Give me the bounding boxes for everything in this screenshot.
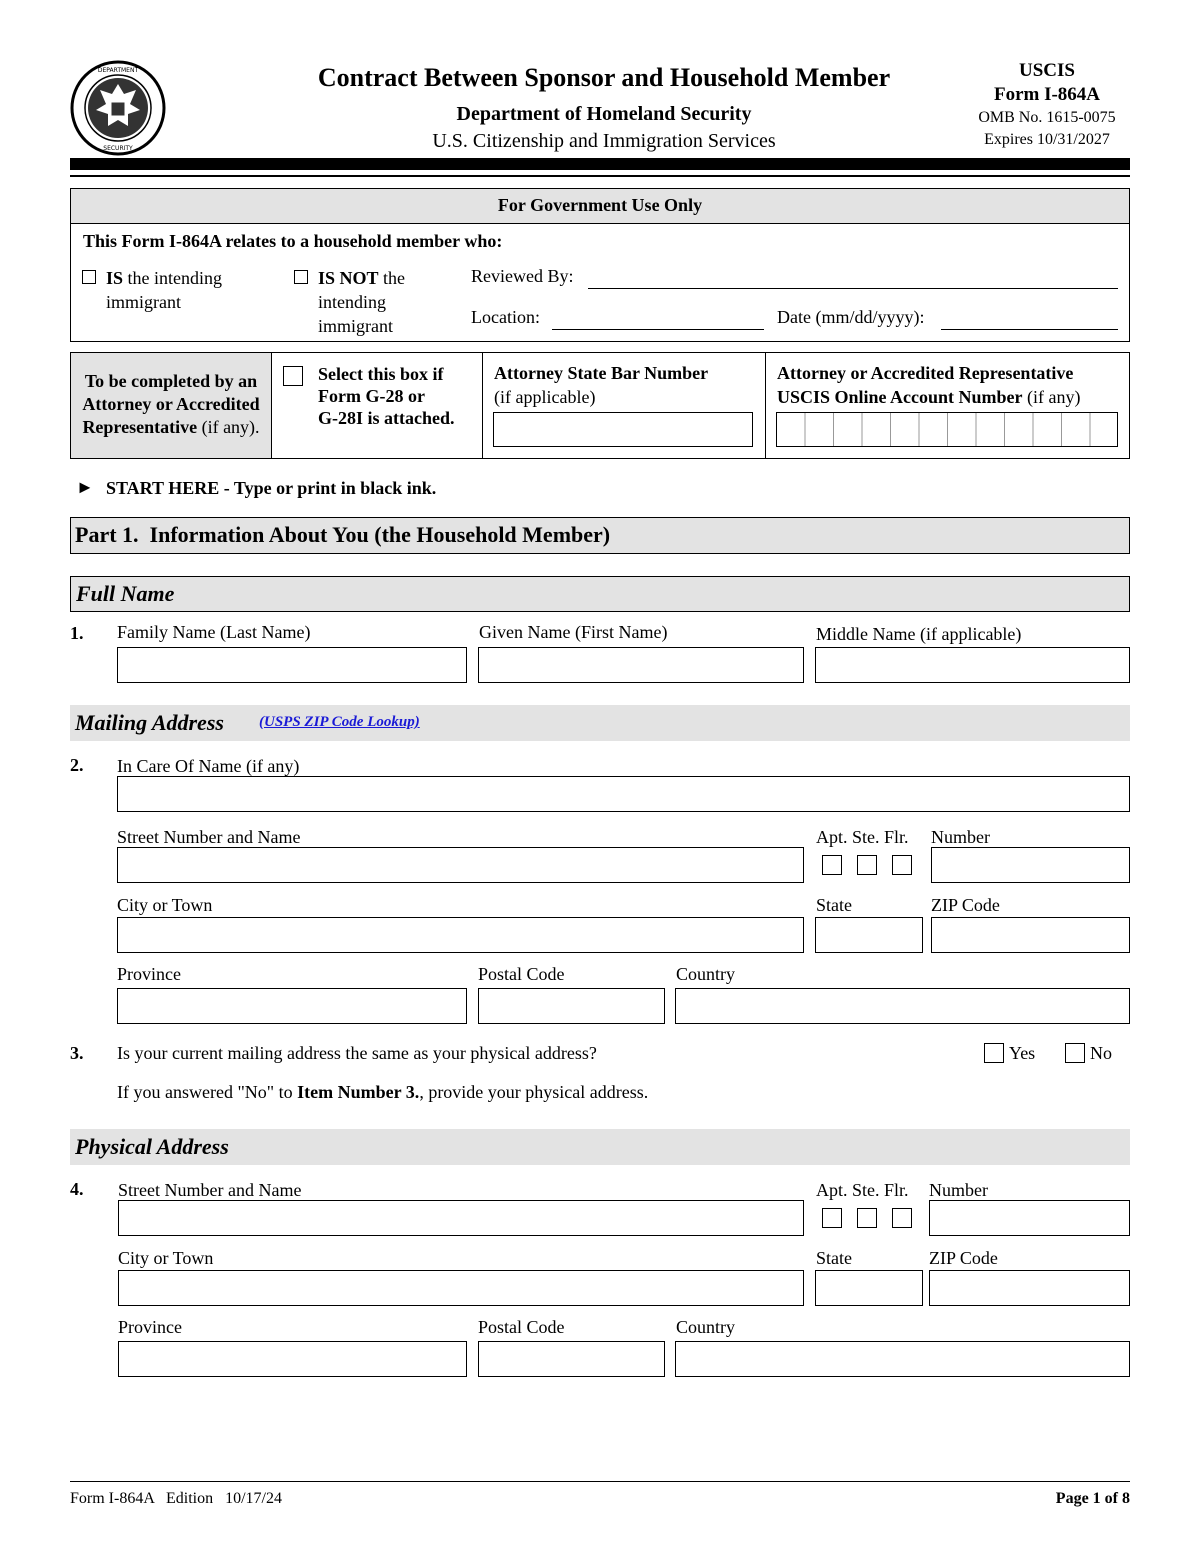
bar-number-input[interactable] <box>493 412 753 447</box>
expiration-date: Expires 10/31/2027 <box>984 131 1110 148</box>
mailing-postal-input[interactable] <box>478 988 665 1024</box>
physical-apt-checkbox[interactable] <box>822 1208 842 1228</box>
mailing-flr-checkbox[interactable] <box>892 855 912 875</box>
mailing-state-input[interactable] <box>815 917 923 953</box>
header-thick-rule <box>70 158 1130 170</box>
mailing-street-input[interactable] <box>117 847 804 883</box>
physical-province-label: Province <box>118 1317 182 1337</box>
account-number-label-2: USCIS Online Account Number (if any) <box>777 387 1081 407</box>
physical-address-header <box>70 1129 1130 1165</box>
cell-divider <box>765 352 766 459</box>
svg-text:DEPARTMENT: DEPARTMENT <box>97 67 139 74</box>
mailing-province-label: Province <box>117 964 181 984</box>
family-name-input[interactable] <box>117 647 467 683</box>
mailing-province-input[interactable] <box>117 988 467 1024</box>
physical-street-input[interactable] <box>118 1200 804 1236</box>
header-thin-rule <box>70 175 1130 177</box>
uscis-label: USCIS <box>1019 60 1075 81</box>
is-not-option-label: IS NOT the intending immigrant <box>318 268 406 336</box>
physical-number-input[interactable] <box>929 1200 1130 1236</box>
g28-attached-label: Select this box if Form G-28 or G-28I is attached. <box>318 364 455 428</box>
start-here-text: START HERE - Type or print in black ink. <box>106 478 437 498</box>
is-not-checkbox[interactable] <box>294 270 308 284</box>
same-address-yes-label: Yes <box>1009 1043 1036 1063</box>
is-option-label: IS the intending immigrant <box>106 268 222 312</box>
omb-number: OMB No. 1615-0075 <box>978 109 1116 126</box>
footer-rule <box>70 1481 1130 1482</box>
mailing-zip-label: ZIP Code <box>931 895 1000 915</box>
dhs-seal <box>70 60 166 156</box>
mailing-zip-input[interactable] <box>931 917 1130 953</box>
form-title: Contract Between Sponsor and Household Member <box>317 63 891 92</box>
mailing-apt-label: Apt. Ste. Flr. <box>816 827 909 847</box>
mailing-street-label: Street Number and Name <box>117 827 301 847</box>
account-number-label: Attorney or Accredited Representative <box>777 363 1074 383</box>
given-name-input[interactable] <box>478 647 804 683</box>
department-name: Department of Homeland Security <box>456 103 752 125</box>
mailing-city-label: City or Town <box>117 895 213 915</box>
location-label: Location: <box>471 307 540 327</box>
mailing-ste-checkbox[interactable] <box>857 855 877 875</box>
same-address-no-checkbox[interactable] <box>1065 1043 1085 1063</box>
physical-street-label: Street Number and Name <box>118 1180 302 1200</box>
part1-title: Part 1. Information About You (the Household Member) <box>75 522 611 547</box>
mailing-address-header <box>70 705 1130 741</box>
relates-text: This Form I-864A relates to a household member who: <box>83 231 503 251</box>
is-checkbox[interactable] <box>82 270 96 284</box>
item-number-4: 4. <box>70 1179 84 1199</box>
reviewed-by-field[interactable] <box>588 288 1118 289</box>
full-name-title: Full Name <box>76 581 175 606</box>
account-number-input[interactable] <box>776 412 1118 447</box>
physical-number-label: Number <box>929 1180 988 1200</box>
mailing-city-input[interactable] <box>117 917 804 953</box>
physical-flr-checkbox[interactable] <box>892 1208 912 1228</box>
physical-address-title: Physical Address <box>75 1134 229 1159</box>
reviewed-by-label: Reviewed By: <box>471 266 574 286</box>
gov-use-title: For Government Use Only <box>497 195 703 215</box>
physical-state-label: State <box>816 1248 852 1268</box>
physical-ste-checkbox[interactable] <box>857 1208 877 1228</box>
physical-country-input[interactable] <box>675 1341 1130 1377</box>
date-label: Date (mm/dd/yyyy): <box>777 307 925 327</box>
physical-postal-input[interactable] <box>478 1341 665 1377</box>
footer-edition: Form I-864A Edition 10/17/24 <box>70 1490 282 1507</box>
mailing-apt-checkbox[interactable] <box>822 855 842 875</box>
physical-zip-input[interactable] <box>929 1270 1130 1306</box>
footer-page-number: Page 1 of 8 <box>1055 1490 1130 1507</box>
attorney-completed-text: To be completed by an Attorney or Accredited Representative (if any). <box>82 371 260 437</box>
middle-name-label: Middle Name (if applicable) <box>816 624 1022 644</box>
bar-number-sub: (if applicable) <box>494 387 596 407</box>
agency-name: U.S. Citizenship and Immigration Services <box>432 130 776 152</box>
physical-zip-label: ZIP Code <box>929 1248 998 1268</box>
physical-city-label: City or Town <box>118 1248 214 1268</box>
item-number-2: 2. <box>70 755 84 775</box>
location-field[interactable] <box>552 329 764 330</box>
physical-province-input[interactable] <box>118 1341 467 1377</box>
same-address-yes-checkbox[interactable] <box>984 1043 1004 1063</box>
mailing-country-input[interactable] <box>675 988 1130 1024</box>
mailing-number-label: Number <box>931 827 990 847</box>
given-name-label: Given Name (First Name) <box>479 622 668 642</box>
mailing-number-input[interactable] <box>931 847 1130 883</box>
item-number-3: 3. <box>70 1043 84 1063</box>
usps-zip-lookup-link[interactable]: (USPS ZIP Code Lookup) <box>259 714 420 730</box>
physical-state-input[interactable] <box>815 1270 923 1306</box>
date-field[interactable] <box>941 329 1118 330</box>
g28-attached-checkbox[interactable] <box>283 366 303 386</box>
same-address-no-label: No <box>1090 1043 1112 1063</box>
item-number-1: 1. <box>70 623 84 643</box>
mailing-state-label: State <box>816 895 852 915</box>
care-of-label: In Care Of Name (if any) <box>117 756 300 776</box>
cell-divider <box>482 352 483 459</box>
middle-name-input[interactable] <box>815 647 1130 683</box>
bar-number-label: Attorney State Bar Number <box>494 363 709 383</box>
physical-apt-label: Apt. Ste. Flr. <box>816 1180 909 1200</box>
physical-address-note: If you answered "No" to Item Number 3., provide your physical address. <box>117 1082 649 1102</box>
mailing-country-label: Country <box>676 964 736 984</box>
care-of-input[interactable] <box>117 776 1130 812</box>
full-name-header <box>70 576 1130 612</box>
start-here-arrow: ► <box>76 477 94 497</box>
physical-postal-label: Postal Code <box>478 1317 565 1337</box>
physical-country-label: Country <box>676 1317 736 1337</box>
mailing-address-title: Mailing Address <box>75 710 224 735</box>
physical-city-input[interactable] <box>118 1270 804 1306</box>
form-number: Form I-864A <box>993 84 1101 105</box>
svg-text:SECURITY: SECURITY <box>103 145 133 152</box>
same-address-question: Is your current mailing address the same as your physical address? <box>117 1043 597 1063</box>
family-name-label: Family Name (Last Name) <box>117 622 311 642</box>
mailing-postal-label: Postal Code <box>478 964 565 984</box>
